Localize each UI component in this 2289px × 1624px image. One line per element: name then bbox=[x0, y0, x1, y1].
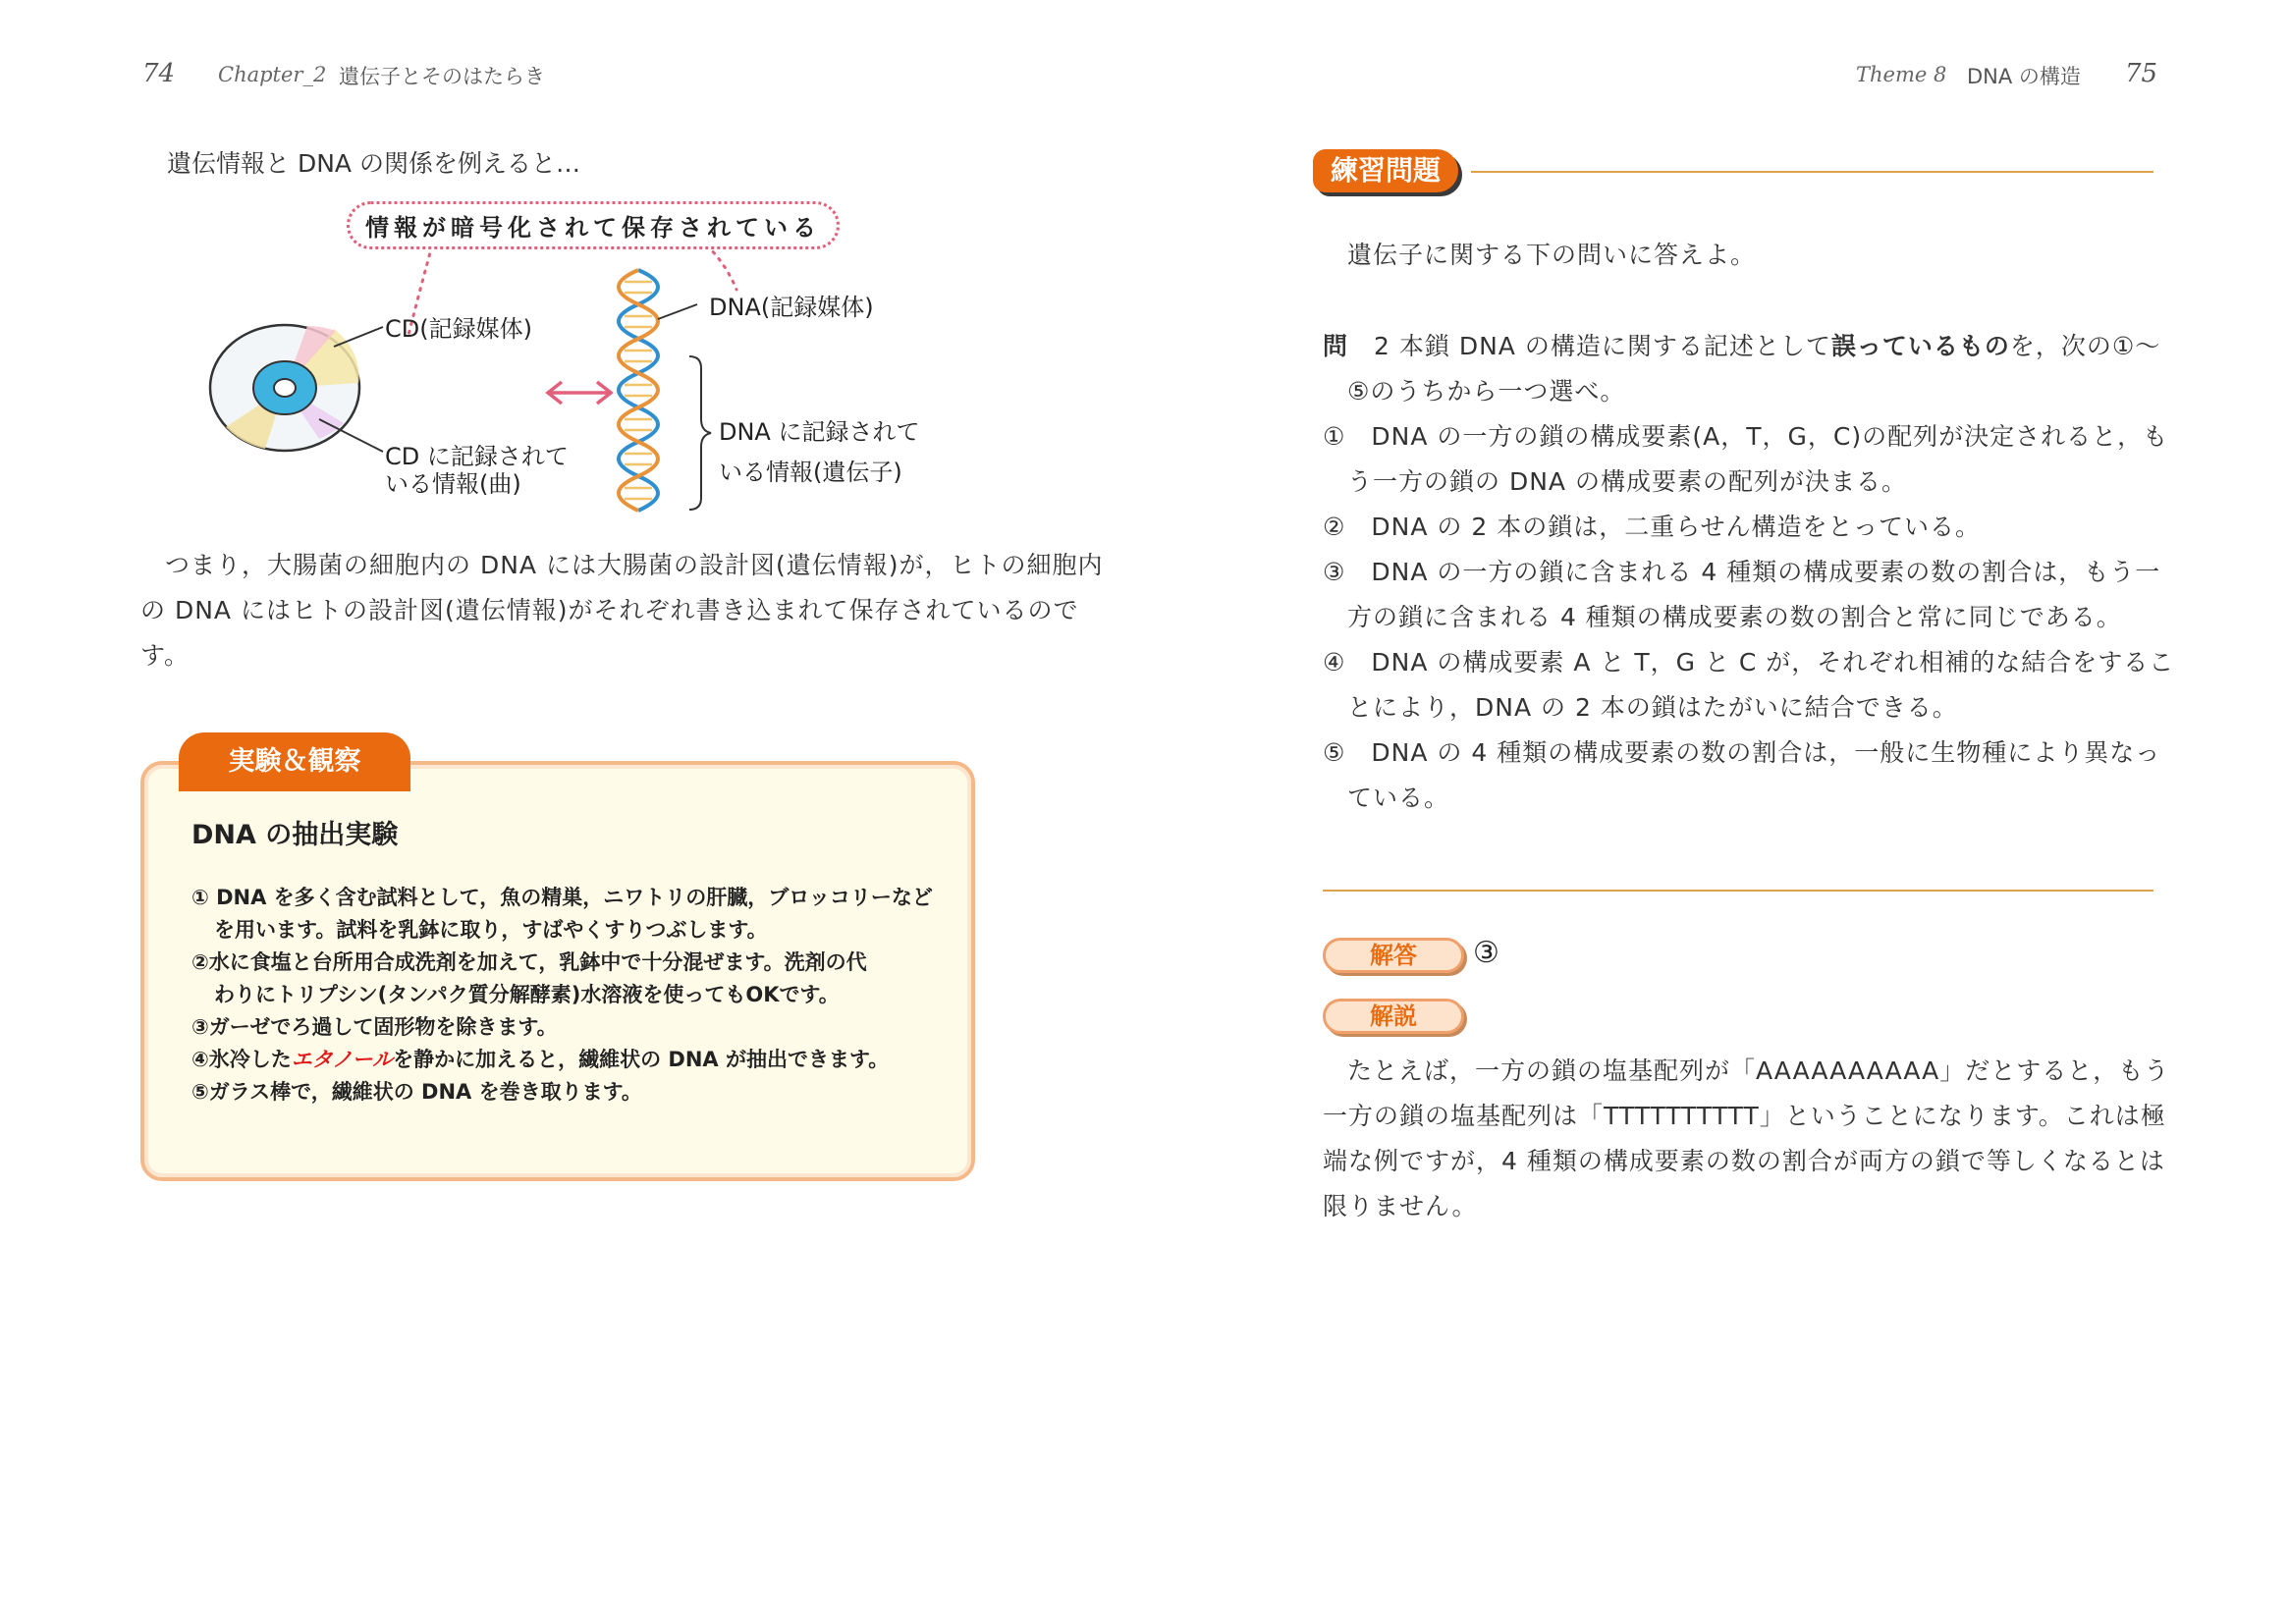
step-4-pre: ④氷冷した bbox=[191, 1048, 292, 1071]
dna-label: DNA(記録媒体) bbox=[709, 294, 874, 321]
question-bold: 誤っているもの bbox=[1830, 332, 2010, 360]
option-1b: う一方の鎖の DNA の構成要素の配列が決まる。 bbox=[1347, 467, 1907, 496]
ethanol-highlight: エタノール bbox=[291, 1048, 394, 1071]
dna-info-label-2: いる情報(遺伝子) bbox=[719, 459, 902, 486]
experiment-step-2b: わりにトリプシン(タンパク質分解酵素)水溶液を使ってもOKです。 bbox=[214, 983, 840, 1006]
chapter-title: 遺伝子とそのはたらき bbox=[339, 65, 545, 88]
step-4-post: を静かに加えると，繊維状の DNA が抽出できます。 bbox=[393, 1048, 890, 1071]
experiment-step-3: ③ガーゼでろ過して固形物を除きます。 bbox=[191, 1015, 558, 1039]
question-line-2: ⑤のうちから一つ選べ。 bbox=[1347, 377, 1626, 406]
practice-rule bbox=[1471, 171, 2153, 173]
theme-label: Theme 8 bbox=[1856, 63, 1947, 86]
explanation-line-3: 端な例ですが，4 種類の構成要素の数の割合が両方の鎖で等しくなるとは bbox=[1323, 1147, 2165, 1175]
option-5a: ⑤ DNA の 4 種類の構成要素の数の割合は，一般に生物種により異なっ bbox=[1323, 738, 2161, 767]
practice-lead: 遺伝子に関する下の問いに答えよ。 bbox=[1347, 241, 1757, 269]
option-1a: ① DNA の一方の鎖の構成要素(A，T，G，C)の配列が決定されると，も bbox=[1323, 422, 2169, 451]
dna-helix-icon bbox=[619, 270, 658, 511]
option-4a: ④ DNA の構成要素 A と T，G と C が，それぞれ相補的な結合をするこ bbox=[1323, 648, 2175, 677]
option-5b: ている。 bbox=[1347, 784, 1450, 812]
explanation-line-1: たとえば，一方の鎖の塩基配列が「AAAAAAAAAA」だとすると，もう bbox=[1347, 1056, 2170, 1085]
cd-label: CD(記録媒体) bbox=[385, 315, 532, 343]
theme-title: DNA の構造 bbox=[1967, 65, 2081, 88]
explanation-label: 解説 bbox=[1323, 999, 1464, 1034]
option-2: ② DNA の 2 本の鎖は，二重らせん構造をとっている。 bbox=[1323, 513, 1981, 541]
dna-info-label-1: DNA に記録されて bbox=[719, 418, 920, 446]
option-4b: とにより，DNA の 2 本の鎖はたがいに結合できる。 bbox=[1347, 693, 1958, 722]
question-post: を，次の①〜 bbox=[2009, 332, 2161, 360]
cd-icon bbox=[210, 325, 359, 451]
chapter-label: Chapter_2 bbox=[218, 63, 327, 86]
explanation-paragraph: つまり，大腸菌の細胞内の DNA には大腸菌の設計図(遺伝情報)が，ヒトの細胞内の DNA にはヒトの設計図(遺伝情報)がそれぞれ書き込まれて保存されているのです。 bbox=[140, 551, 1104, 670]
option-3b: 方の鎖に含まれる 4 種類の構成要素の数の割合と常に同じである。 bbox=[1347, 603, 2122, 631]
experiment-step-1b: を用います。試料を乳鉢に取り，すばやくすりつぶします。 bbox=[214, 918, 768, 942]
option-3a: ③ DNA の一方の鎖に含まれる 4 種類の構成要素の数の割合は，もう一 bbox=[1323, 558, 2161, 586]
experiment-step-1a: ① DNA を多く含む試料として，魚の精巣，ニワトリの肝臓，ブロッコリーなど bbox=[191, 886, 933, 909]
practice-tab: 練習問題 bbox=[1313, 149, 1458, 192]
answer-label: 解答 bbox=[1323, 938, 1464, 973]
experiment-step-4 bbox=[191, 1044, 889, 1076]
left-page-number: 74 bbox=[142, 59, 176, 88]
question-label: 問 bbox=[1323, 332, 1349, 360]
experiment-tab: 実験＆観察 bbox=[179, 732, 410, 791]
cd-info-label-1: CD に記録されて bbox=[385, 443, 569, 470]
explanation-line-2: 一方の鎖の塩基配列は「TTTTTTTTTT」ということになります。これは極 bbox=[1323, 1102, 2166, 1130]
cd-info-label-2: いる情報(曲) bbox=[385, 470, 521, 498]
answer-divider bbox=[1323, 890, 2153, 892]
question-pre: 2 本鎖 DNA の構造に関する記述として bbox=[1374, 332, 1831, 360]
intro-text: 遺伝情報と DNA の関係を例えると… bbox=[167, 149, 580, 178]
answer-value: ③ bbox=[1473, 936, 1499, 970]
explanation-line-4: 限りません。 bbox=[1323, 1192, 1478, 1220]
right-page-number: 75 bbox=[2125, 59, 2158, 88]
experiment-step-2a: ②水に食塩と台所用合成洗剤を加えて，乳鉢中で十分混ぜます。洗剤の代 bbox=[191, 950, 867, 974]
brace-icon bbox=[689, 356, 711, 510]
experiment-step-5: ⑤ガラス棒で，繊維状の DNA を巻き取ります。 bbox=[191, 1080, 642, 1104]
diagram-bubble: 情報が暗号化されて保存されている bbox=[347, 201, 840, 249]
experiment-title: DNA の抽出実験 bbox=[191, 820, 399, 850]
question-line-1 bbox=[1323, 324, 2160, 369]
double-arrow-icon bbox=[548, 382, 611, 404]
